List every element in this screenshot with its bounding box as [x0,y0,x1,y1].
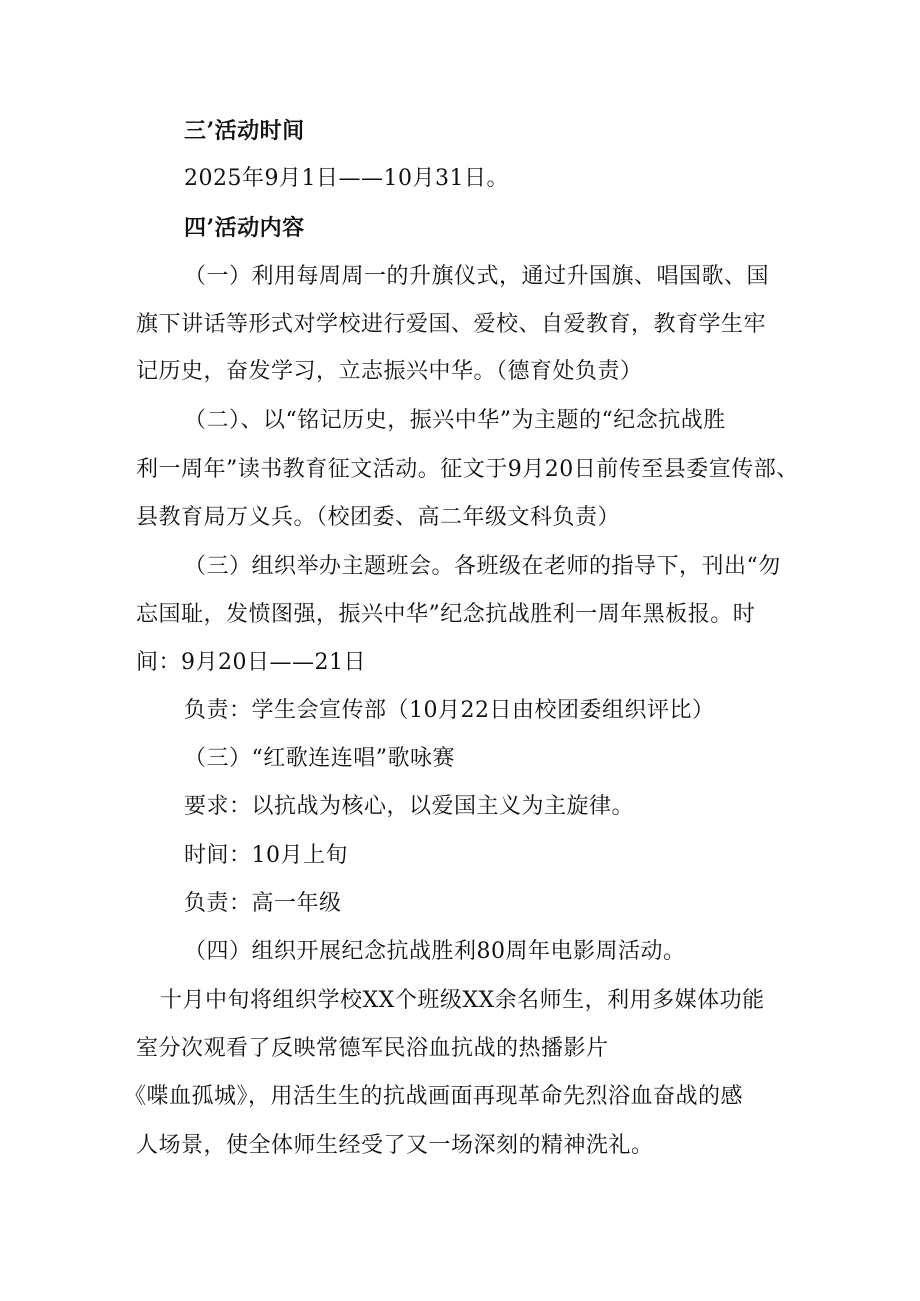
section-heading-activity-time: 三’活动时间 [184,118,305,144]
item3-line: 间：9月20日——21日 [136,650,366,675]
item4-title: （四）组织开展纪念抗战胜利80周年电影周活动。 [184,939,686,964]
item3b-title: （三）“红歌连连唱”歌咏赛 [184,746,455,771]
item3b-time: 时间：10月上旬 [184,843,348,868]
item3-responsible: 负责：学生会宣传部（10月22日由校团委组织评比） [184,698,715,723]
item1-line: 记历史，奋发学习，立志振兴中华。（德育处负责） [136,359,643,384]
item4-body-line: 十月中旬将组织学校XX个班级XX余名师生，利用多媒体功能 [160,988,765,1013]
item3b-requirement: 要求：以抗战为核心，以爱国主义为主旋律。 [184,794,635,819]
item2-line: 利一周年”读书教育征文活动。征文于9月20日前传至县委宣传部、 [136,457,799,482]
item1-line: 旗下讲话等形式对学校进行爱国、爱校、自爱教育，教育学生牢 [136,312,767,337]
item4-body-line: 《喋血孤城》，用活生生的抗战画面再现革命先烈浴血奋战的感 [124,1084,744,1109]
item3-line: 忘国耻，发愤图强，振兴中华”纪念抗战胜利一周年黑板报。时 [136,602,756,627]
item2-line: 县教育局万义兵。（校团委、高二年级文科负责） [136,505,621,530]
item3b-responsible: 负责：高一年级 [184,891,342,916]
item1-line: （一）利用每周周一的升旗仪式，通过升国旗、唱国歌、国 [184,264,770,289]
item4-body-line: 室分次观看了反映常德军民浴血抗战的热播影片 [136,1036,609,1061]
item3-line: （三）组织举办主题班会。各班级在老师的指导下，刊出“勿 [184,554,781,579]
activity-time-text: 2025年9月1日——10月31日。 [184,166,509,191]
item2-line: （二）、以“铭记历史，振兴中华”为主题的“纪念抗战胜 [184,408,726,433]
section-heading-activity-content: 四’活动内容 [184,215,305,241]
item4-body-line: 人场景，使全体师生经受了又一场深刻的精神洗礼。 [136,1133,654,1158]
